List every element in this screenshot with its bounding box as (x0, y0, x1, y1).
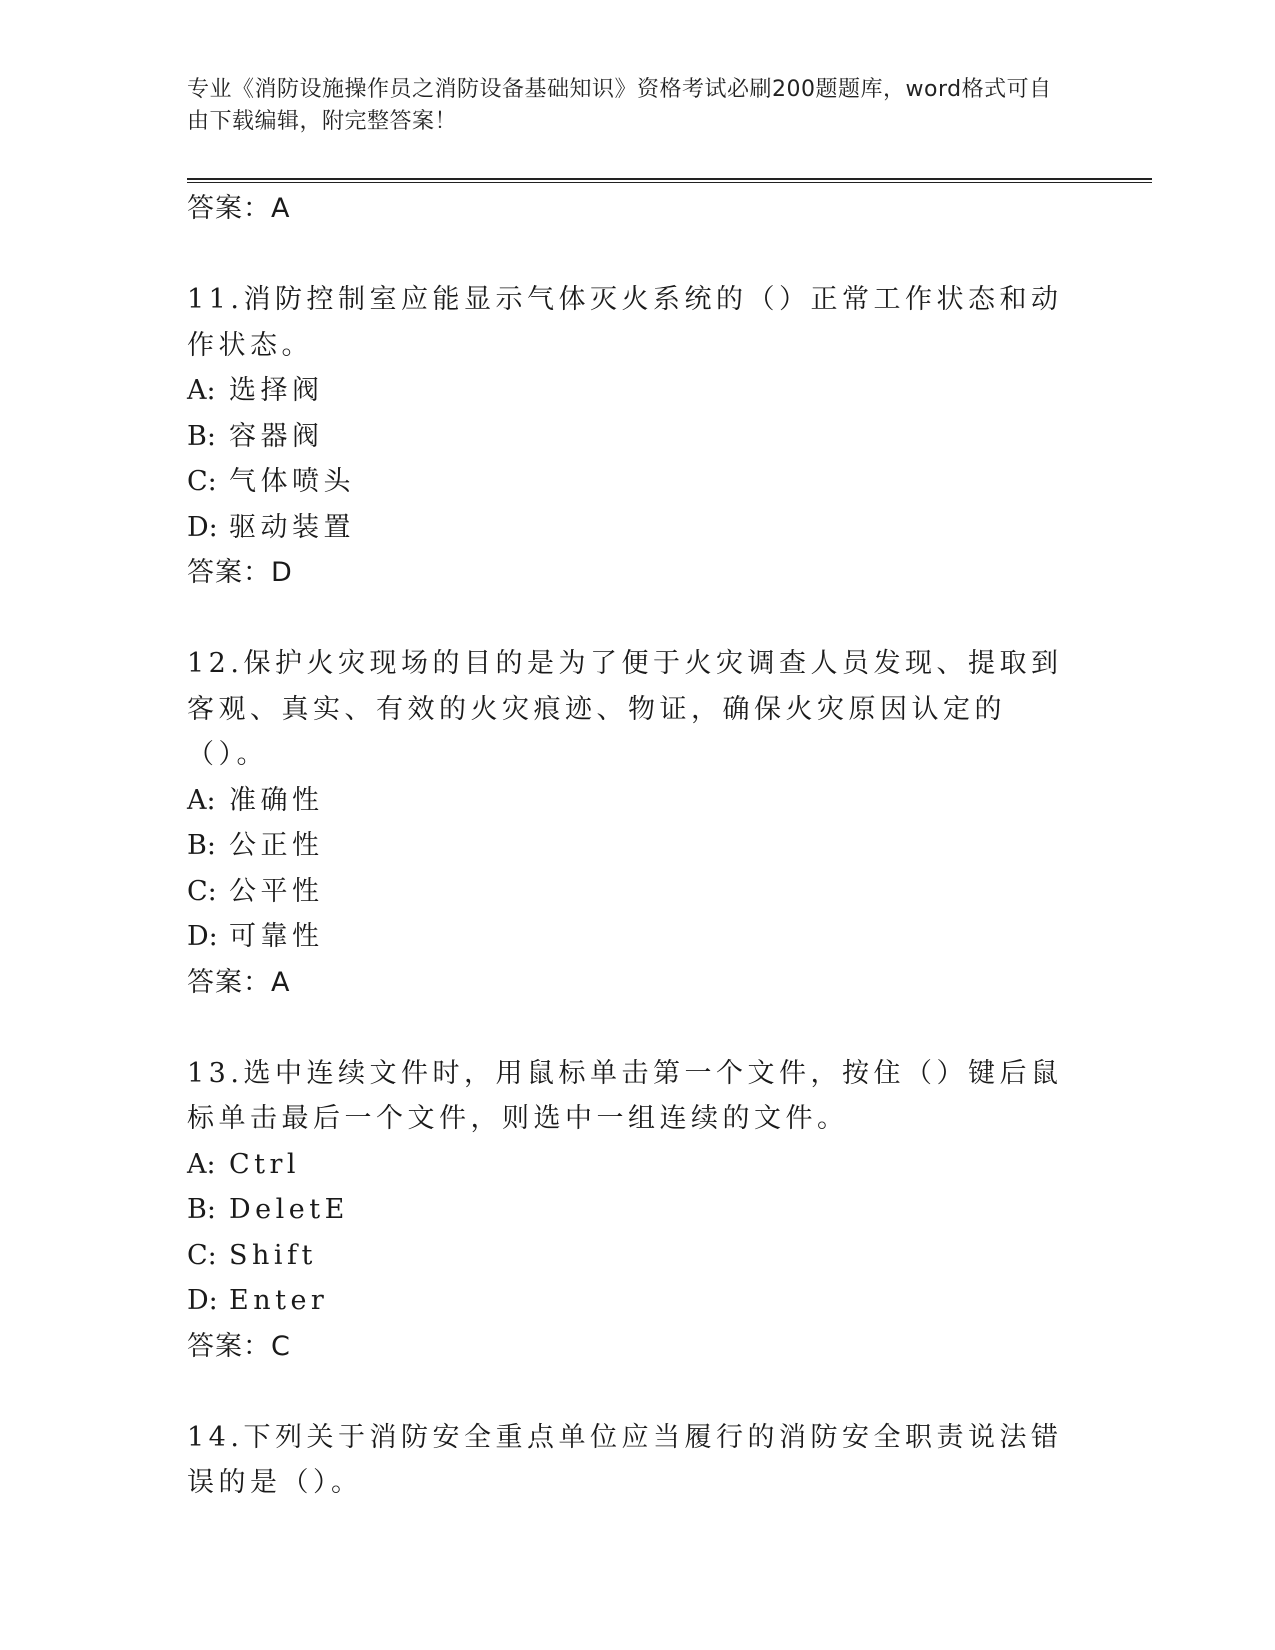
option-c (187, 869, 1067, 915)
document-body (187, 186, 1067, 1506)
option-text: 气体喷头 (229, 466, 355, 497)
option-text: DeletE (229, 1194, 349, 1225)
question-text: 12.保护火灾现场的目的是为了便于火灾调查人员发现、提取到客观、真实、有效的火灾痕迹、物证，确保火灾原因认定的（）。 (187, 648, 1063, 770)
option-b (187, 414, 1067, 460)
option-text: Enter (229, 1285, 329, 1316)
option-d (187, 505, 1067, 551)
option-b (187, 823, 1067, 869)
answer-line: 答案：A (187, 966, 291, 998)
question-text: 11.消防控制室应能显示气体灭火系统的（）正常工作状态和动作状态。 (187, 284, 1063, 361)
question-block-12 (187, 641, 1067, 1006)
option-letter: D: (187, 511, 218, 543)
option-letter: B: (187, 420, 216, 452)
option-b (187, 1187, 1067, 1233)
answer-line: 答案：C (187, 1330, 291, 1362)
option-a (187, 778, 1067, 824)
option-letter: C: (187, 1239, 217, 1271)
option-a (187, 1142, 1067, 1188)
option-letter: D: (187, 1285, 218, 1316)
option-text: 容器阀 (229, 420, 324, 452)
answer-line: 答案：D (187, 557, 293, 588)
option-text: Shift (229, 1239, 317, 1271)
question-text: 13.选中连续文件时，用鼠标单击第一个文件，按住（）键后鼠标单击最后一个文件，则选中一组连续的文件。 (187, 1057, 1063, 1134)
option-c (187, 1233, 1067, 1279)
question-block-13 (187, 1051, 1067, 1370)
header-divider (187, 178, 1152, 183)
option-letter: D: (187, 921, 218, 952)
option-letter: A: (187, 375, 216, 406)
question-block-14 (187, 1415, 1067, 1506)
option-letter: C: (187, 466, 217, 497)
option-letter: B: (187, 830, 216, 861)
option-letter: C: (187, 875, 217, 907)
option-list (187, 1142, 1067, 1324)
option-list (187, 368, 1067, 550)
option-text: 准确性 (229, 784, 324, 816)
option-letter: B: (187, 1194, 216, 1225)
option-text: 公平性 (229, 875, 324, 907)
option-text: Ctrl (229, 1148, 301, 1180)
option-d (187, 914, 1067, 960)
option-text: 公正性 (229, 830, 324, 861)
option-c (187, 459, 1067, 505)
option-text: 可靠性 (229, 921, 324, 952)
option-letter: A: (187, 784, 216, 816)
option-letter: A: (187, 1148, 216, 1180)
option-text: 驱动装置 (229, 511, 355, 543)
answer-line: 答案：A (187, 193, 291, 224)
option-a (187, 368, 1067, 414)
option-d (187, 1278, 1067, 1324)
option-list (187, 778, 1067, 960)
option-text: 选择阀 (229, 375, 324, 406)
page-header: 专业《消防设施操作员之消防设备基础知识》资格考试必刷200题题库，word格式可自由下载编辑，附完整答案！ (187, 77, 1052, 134)
question-block-11 (187, 277, 1067, 596)
question-text: 14.下列关于消防安全重点单位应当履行的消防安全职责说法错误的是（）。 (187, 1421, 1063, 1498)
